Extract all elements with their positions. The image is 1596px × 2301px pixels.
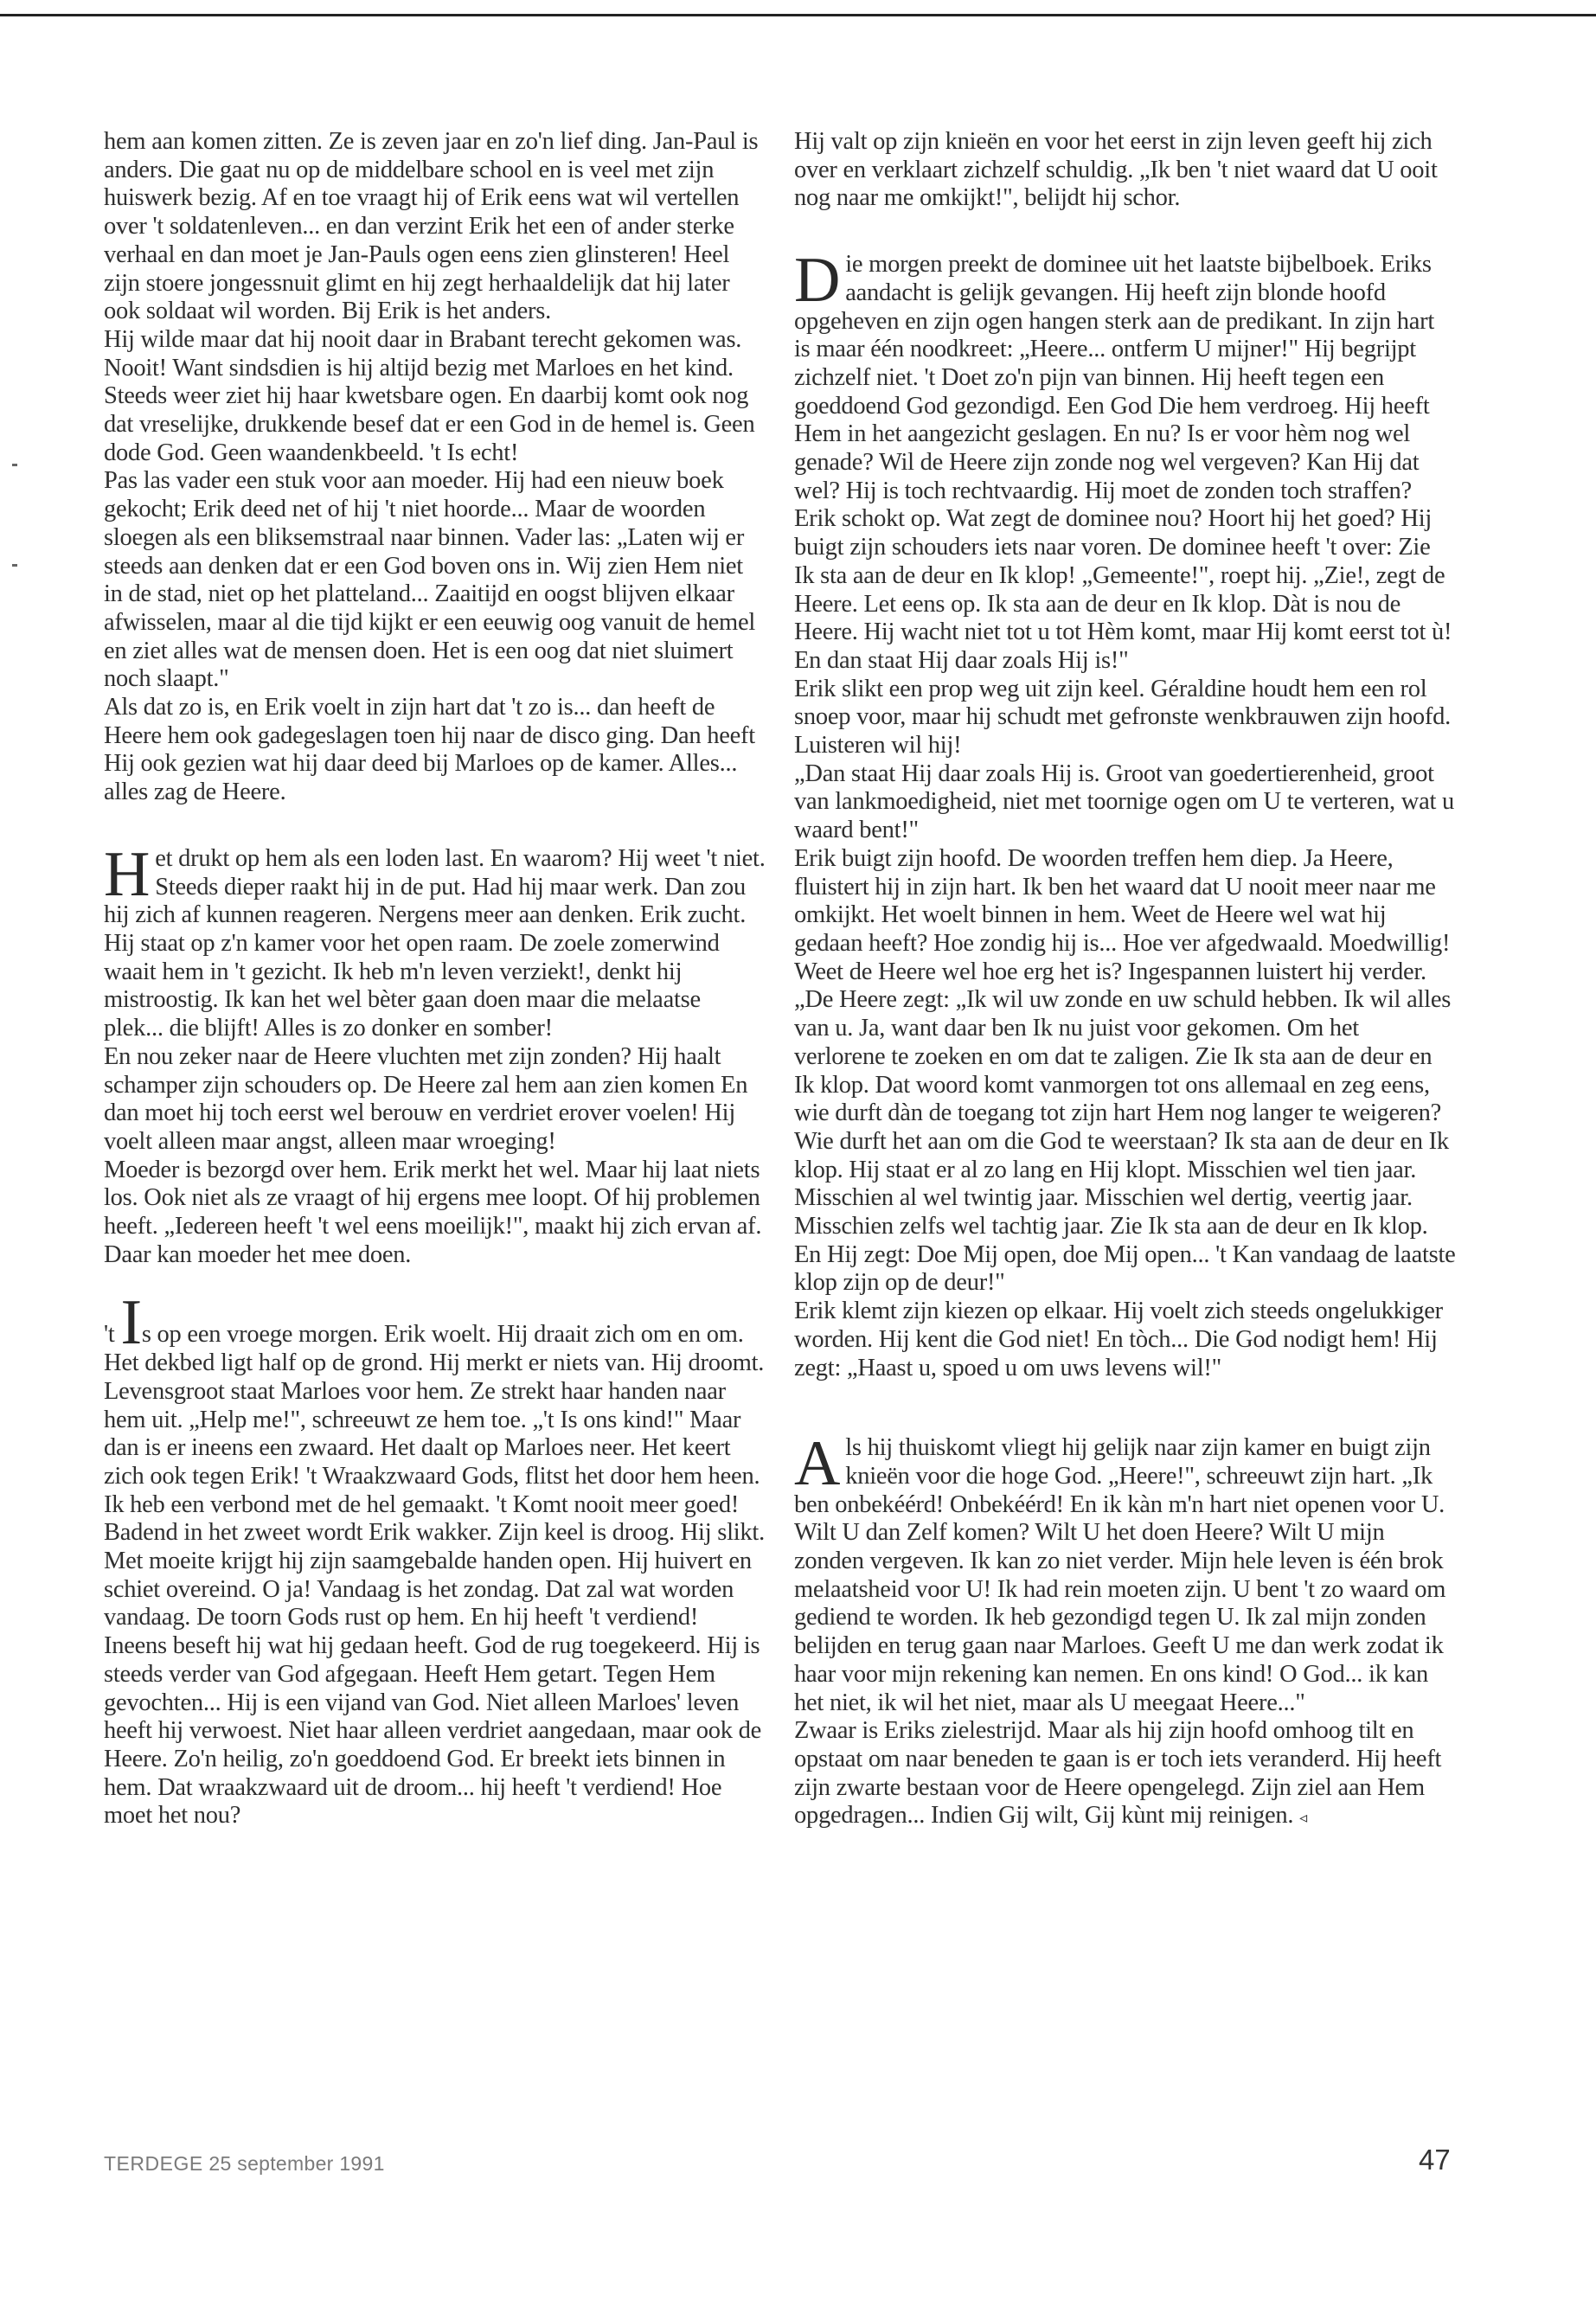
section-paragraph (794, 1428, 1456, 1717)
paragraph: hem aan komen zitten. Ze is zeven jaar en zo'n lief ding. Jan-Paul is anders. Die gaat nu op de middelbare school en is veel met zijn huiswerk bezig. Af en toe vraagt hij of Erik eens wat wil vertellen over 't soldatenleven... en dan verzint Erik het een of ander sterke verhaal en dan moet je Jan-Pauls ogen eens zien glinsteren! Heel zijn stoere jongessnuit glimt en hij zegt herhaaldelijk dat hij later ook soldaat wil worden. Bij Erik is het anders. (104, 128, 759, 325)
drop-cap: A (794, 1428, 841, 1500)
page-number: 47 (1419, 2144, 1451, 2176)
paragraph: Badend in het zweet wordt Erik wakker. Zijn keel is droog. Hij slikt. Met moeite krijgt hij zijn saamgebalde handen open. Hij huivert en schiet overeind. O ja! Vandaag is het zondag. Dat zal wat worden vandaag. De toorn Gods rust op hem. En hij heeft 't verdiend! Ineens beseft hij wat hij gedaan heeft. God de rug toegekeerd. Hij is steeds verder van God afgegaan. Heeft Hem getart. Tegen Hem gevochten... Hij is een vijand van God. Niet alleen Marloes' leven heeft hij verwoest. Niet haar alleen verdriet aangedaan, maar ook de Heere. Zo'n heilig, zo'n goeddoend God. Er breekt iets binnen in hem. Dat wraakzwaard uit de droom... hij heeft 't verdiend! Hoe moet het nou? (104, 1519, 765, 1830)
section-paragraph (104, 1287, 766, 1519)
paragraph-text: et drukt op hem als een loden last. En waarom? Hij weet 't niet. Steeds dieper raakt hij in de put. Had hij maar werk. Dan zou hij zich af kunnen reageren. Nergens meer aan denken. Erik zucht. Hij staat op z'n kamer voor het open raam. De zoele zomerwind waait hem in 't gezicht. Ik heb m'n leven verziekt!, denkt hij mistroostig. Ik kan het wel bèter gaan doen maar die melaatse plek... die blijft! Alles is zo donker en somber! (104, 844, 766, 1042)
section-break (104, 1269, 766, 1321)
section-break (104, 807, 766, 845)
paragraph: Erik klemt zijn kiezen op elkaar. Hij voelt zich steeds ongelukkiger worden. Hij kent die God niet! En tòch... Die God nodigt hem! Hij zegt: „Haast u, spoed u om uws levens wil!" (794, 1298, 1443, 1381)
paragraph-prefix: 't (104, 1321, 121, 1349)
magazine-name: TERDEGE (104, 2152, 203, 2175)
paragraph: Als dat zo is, en Erik voelt in zijn hart dat 't zo is... dan heeft de Heere hem ook gadegeslagen toen hij naar de disco ging. Dan heeft Hij ook gezien wat hij daar deed bij Marloes op de kamer. Alles... alles zag de Heere. (104, 694, 755, 806)
drop-cap: I (120, 1287, 142, 1359)
top-rule (0, 14, 1596, 16)
paragraph: „Dan staat Hij daar zoals Hij is. Groot van goedertierenheid, groot van lankmoedigheid, niet met toornige ogen om U te verteren, wat u waard bent!" (794, 760, 1455, 844)
section-paragraph (794, 245, 1456, 505)
paragraph: „De Heere zegt: „Ik wil uw zonde en uw schuld hebben. Ik wil alles van u. Ja, want daar ben Ik nu juist voor gekomen. Om het verlorene te zoeken en om dat te zaligen. Zie Ik sta aan de deur en Ik klop. Dat woord komt vanmorgen tot ons allemaal en zeg eens, wie durft dàn de toegang tot zijn hart Hem nog langer te weigeren? Wie durft het aan om die God te weerstaan? Ik sta aan de deur en Ik klop. Hij staat er al zo lang en Hij klopt. Misschien wel tien jaar. Misschien al wel twintig jaar. Misschien wel dertig, veertig jaar. Misschien zelfs wel tachtig jaar. Zie Ik sta aan de deur en Ik klop. En Hij zegt: Doe Mij open, doe Mij open... 't Kan vandaag de laatste klop zijn op de deur!" (794, 986, 1456, 1297)
paragraph: Pas las vader een stuk voor aan moeder. Hij had een nieuw boek gekocht; Erik deed net of hij 't niet hoorde... Maar de woorden sloegen als een bliksemstraal naar binnen. Vader las: „Laten wij er steeds aan denken dat er een God boven ons in. Wij zien Hem niet in de stad, niet op het platteland... Zaaitijd en oogst blijven elkaar afwisselen, maar al die tijd kijkt er een eeuwig oog vanuit de hemel en ziet alles wat de mensen doen. Het is een oog dat niet sluimert noch slaapt." (104, 467, 756, 693)
paragraph: En nou zeker naar de Heere vluchten met zijn zonden? Hij haalt schamper zijn schouders op. De Heere zal hem aan zien komen En dan moet hij toch eerst wel berouw en verdriet erover voelen! Hij voelt alleen maar angst, alleen maar wroeging! (104, 1042, 748, 1155)
paragraph: Erik buigt zijn hoofd. De woorden treffen hem diep. Ja Heere, fluistert hij in zijn hart. Ik ben het waard dat U nooit meer naar me omkijkt. Het woelt binnen in hem. Weet de Heere wel wat hij gedaan heeft? Hoe zondig hij is... Hoe ver afgedwaald. Moedwillig! Weet de Heere wel hoe erg het is? Ingespannen luistert hij verder. (794, 844, 1451, 985)
paragraph: Hij wilde maar dat hij nooit daar in Brabant terecht gekomen was. Nooit! Want sindsdien is hij altijd bezig met Marloes en het kind. Steeds weer ziet hij haar kwetsbare ogen. En daarbij komt ook nog dat vreselijke, drukkende besef dat er een God in de hemel is. Geen dode God. Geen waandenkbeeld. 't Is echt! (104, 325, 755, 466)
margin-mark (12, 564, 17, 567)
left-column (104, 128, 766, 1830)
paragraph-text: Zwaar is Eriks zielestrijd. Maar als hij zijn hoofd omhoog tilt en opstaat om naar beneden te gaan is er toch iets veranderd. Hij heeft zijn zwarte bestaan voor de Heere opengelegd. Zijn ziel aan Hem opgedragen... Indien Gij wilt, Gij kùnt mij reinigen. (794, 1717, 1442, 1830)
section-break (794, 213, 1456, 251)
section-paragraph (104, 838, 766, 1043)
paragraph: Erik schokt op. Wat zegt de dominee nou? Hoort hij het goed? Hij buigt zijn schouders iets naar voren. De dominee heeft 't over: Zie Ik sta aan de deur en Ik klop! „Gemeente!", roept hij. „Zie!, zegt de Heere. Let eens op. Ik sta aan de deur en Ik klop. Dàt is nou de Heere. Hij wacht niet tot u tot Hèm komt, maar Hij komt eerst tot ù! En dan staat Hij daar zoals Hij is!" (794, 505, 1452, 674)
drop-cap: H (104, 838, 151, 910)
footer-credit (104, 2152, 385, 2176)
right-column (794, 128, 1456, 1832)
paragraph-text: ie morgen preekt de dominee uit het laatste bijbelboek. Eriks aandacht is gelijk gevangen. Hij heeft zijn blonde hoofd opgeheven en zijn ogen hangen sterk aan de predikant. In zijn hart is maar één noodkreet: „Heere... ontferm U mijner!" Hij begrijpt zichzelf niet. 't Doet zo'n pijn van binnen. Hij heeft tegen een goeddoend God gezondigd. Een God Die hem verdroeg. Hij heeft Hem in het aangezicht geslagen. En nu? Is er voor hèm nog wel genade? Wil de Heere zijn zonde nog wel vergeven? Kan Hij dat wel? Hij is toch rechtvaardig. Hij moet de zonden toch straffen? (794, 251, 1435, 504)
issue-date: 25 september 1991 (208, 2152, 385, 2175)
paragraph: Hij valt op zijn knieën en voor het eerst in zijn leven geeft hij zich over en verklaart zichzelf schuldig. „Ik ben 't niet waard dat U ooit nog naar me omkijkt!", belijdt hij schor. (794, 128, 1438, 212)
drop-cap: D (794, 245, 841, 317)
paragraph: Erik slikt een prop weg uit zijn keel. Géraldine houdt hem een rol snoep voor, maar hij schudt met gefronste wenkbrauwen zijn hoofd. Luisteren wil hij! (794, 675, 1452, 760)
section-break (794, 1382, 1456, 1434)
paragraph (794, 1717, 1456, 1832)
paragraph: Moeder is bezorgd over hem. Erik merkt het wel. Maar hij laat niets los. Ook niet als ze vraagt of hij ergens mee loopt. Of hij problemen heeft. „Iedereen heeft 't wel eens moeilijk!", maakt hij zich ervan af. Daar kan moeder het mee doen. (104, 1156, 762, 1268)
end-mark-icon: ◃ (1299, 1809, 1307, 1827)
paragraph-text: s op een vroege morgen. Erik woelt. Hij draait zich om en om. Het dekbed ligt half op de grond. Hij merkt er niets van. Hij droomt. Levensgroot staat Marloes voor hem. Ze strekt haar handen naar hem uit. „Help me!", schreeuwt ze hem toe. „'t Is ons kind!" Maar dan is er ineens een zwaard. Het daalt op Marloes neer. Het keert zich ook tegen Erik! 't Wraakzwaard Gods, flitst het door hem heen. Ik heb een verbond met de hel gemaakt. 't Komt nooit meer goed! (104, 1321, 765, 1518)
margin-mark (12, 464, 17, 466)
paragraph-text: ls hij thuiskomt vliegt hij gelijk naar zijn kamer en buigt zijn knieën voor die hoge God. „Heere!", schreeuwt zijn hart. „Ik ben onbekéérd! Onbekéérd! En ik kàn m'n hart niet openen voor U. Wilt U dan Zelf komen? Wilt U het doen Heere? Wilt U mijn zonden vergeven. Ik kan zo niet verder. Mijn hele leven is één brok melaatsheid voor U! Ik had rein moeten zijn. U bent 't zo waard om gediend te worden. Ik heb gezondigd tegen U. Ik zal mijn zonden belijden en terug gaan naar Marloes. Geeft U me dan werk zodat ik haar voor mijn rekening kan nemen. En ons kind! O God... ik kan het niet, ik wil het niet, maar als U meegaat Heere..." (794, 1434, 1446, 1716)
